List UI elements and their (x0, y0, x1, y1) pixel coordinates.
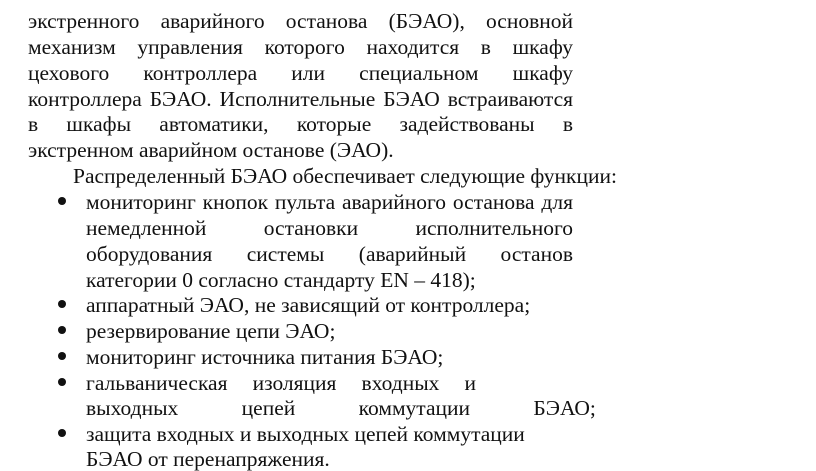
bullet-icon (58, 319, 70, 331)
bullet-line: аппаратный ЭАО, не зависящий от контроллера; (86, 293, 531, 317)
paragraph-line: цехового контроллера или специальном шкафу (28, 61, 573, 85)
bullet-icon (58, 345, 70, 357)
paragraph-line: экстренном аварийном останове (ЭАО). (28, 138, 394, 162)
functions-intro: Распределенный БЭАО обеспечивает следующие функции: (73, 164, 617, 188)
bullet-line: немедленной остановки исполнительного (86, 216, 573, 240)
bullet-icon (58, 422, 70, 434)
bullet-line: выходных цепей коммутации БЭАО; (86, 396, 596, 420)
paragraph-line: экстренного аварийного останова (БЭАО), основной (28, 9, 573, 33)
paragraph-line: контроллера БЭАО. Исполнительные БЭАО встраиваются (28, 87, 573, 111)
paragraph-line: механизм управления которого находится в шкафу (28, 35, 573, 59)
bullet-line: мониторинг кнопок пульта аварийного останова для (86, 190, 573, 214)
bullet-line: гальваническая изоляция входных и (86, 371, 476, 395)
bullet-icon (58, 371, 70, 383)
bullet-line: категории 0 согласно стандарту EN – 418); (86, 268, 476, 292)
bullet-icon (58, 190, 70, 202)
bullet-line: мониторинг источника питания БЭАО; (86, 345, 444, 369)
bullet-icon (58, 293, 70, 305)
paragraph-line: в шкафы автоматики, которые задействованы в (28, 112, 573, 136)
bullet-line: резервирование цепи ЭАО; (86, 319, 336, 343)
bullet-line: защита входных и выходных цепей коммутации (86, 422, 525, 446)
bullet-line: оборудования системы (аварийный останов (86, 242, 573, 266)
bullet-line: БЭАО от перенапряжения. (86, 447, 330, 471)
